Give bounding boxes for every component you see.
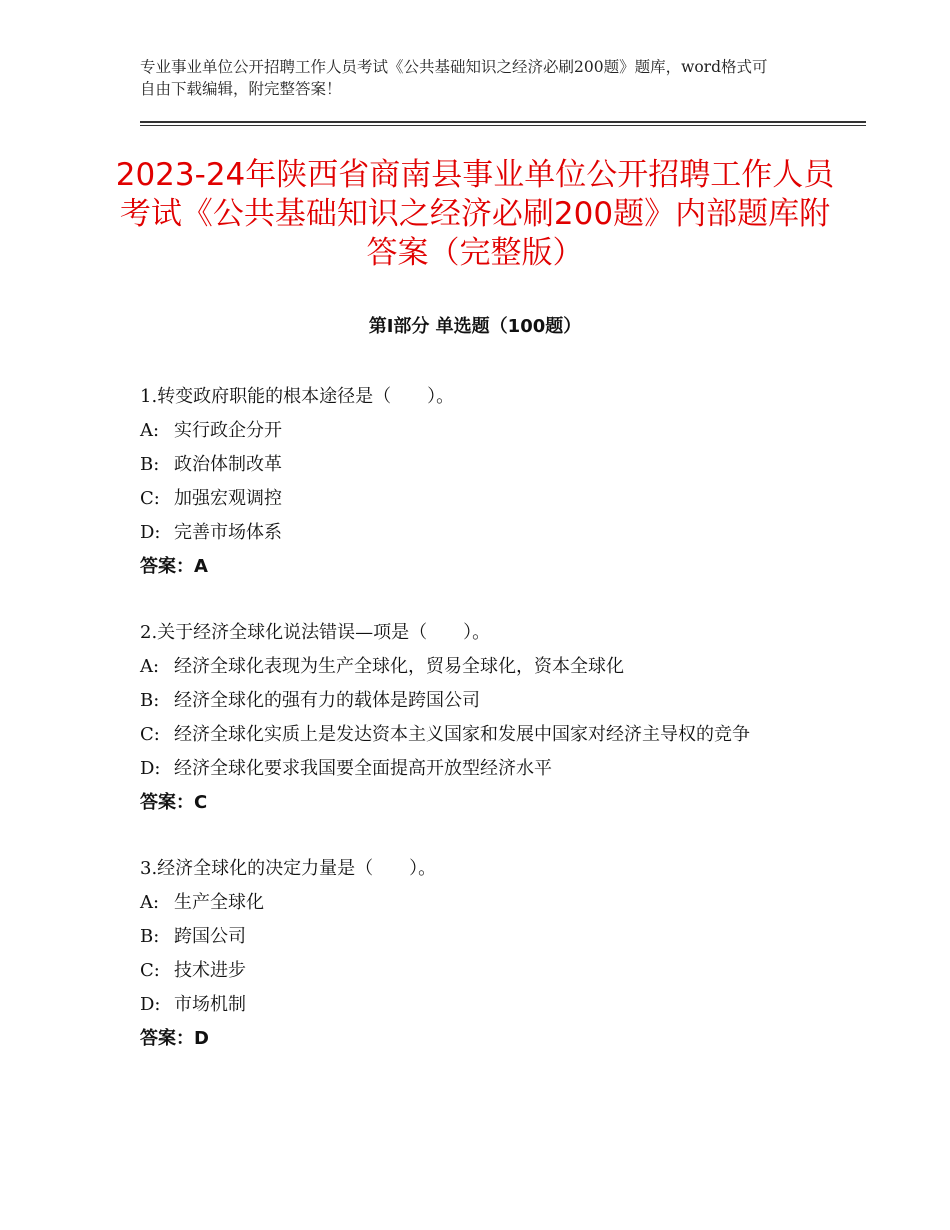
header-rule-thick: [140, 121, 866, 123]
option-text: 技术进步: [174, 960, 246, 981]
option-d: [140, 988, 820, 1022]
option-b: [140, 684, 820, 718]
option-text: 实行政企分开: [174, 420, 282, 441]
option-c: [140, 482, 820, 516]
option-label: B:: [140, 690, 160, 711]
section-title: 第Ⅰ部分 单选题（100题）: [368, 316, 582, 337]
option-label: B:: [140, 926, 160, 947]
option-label: C:: [140, 724, 160, 745]
option-label: C:: [140, 488, 160, 509]
option-d: [140, 516, 820, 550]
option-label: D:: [140, 994, 161, 1015]
question-1: [140, 380, 820, 584]
question-stem: 3.经济全球化的决定力量是（ ）。: [140, 858, 437, 879]
option-d: [140, 752, 820, 786]
header-note: 专业事业单位公开招聘工作人员考试《公共基础知识之经济必刷200题》题库，word格式可自由下载编辑，附完整答案！: [140, 58, 768, 98]
option-label: A:: [140, 892, 160, 913]
option-label: A:: [140, 420, 160, 441]
option-text: 经济全球化要求我国要全面提高开放型经济水平: [174, 758, 552, 779]
question-list: [140, 380, 820, 1088]
option-text: 跨国公司: [174, 926, 246, 947]
option-c: [140, 954, 820, 988]
option-text: 经济全球化的强有力的载体是跨国公司: [174, 690, 480, 711]
header-rule-thin: [140, 125, 866, 126]
question-2: [140, 616, 820, 820]
option-text: 经济全球化实质上是发达资本主义国家和发展中国家对经济主导权的竞争: [174, 724, 750, 745]
option-label: D:: [140, 758, 161, 779]
option-label: A:: [140, 656, 160, 677]
question-3: [140, 852, 820, 1056]
option-c: [140, 718, 820, 752]
option-text: 经济全球化表现为生产全球化，贸易全球化，资本全球化: [174, 656, 624, 677]
option-label: D:: [140, 522, 161, 543]
option-text: 生产全球化: [174, 892, 264, 913]
option-text: 加强宏观调控: [174, 488, 282, 509]
option-text: 政治体制改革: [174, 454, 282, 475]
document-title: 2023-24年陕西省商南县事业单位公开招聘工作人员考试《公共基础知识之经济必刷200题》内部题库附答案（完整版）: [115, 157, 835, 271]
question-stem: 1.转变政府职能的根本途径是（ ）。: [140, 386, 455, 407]
option-text: 完善市场体系: [174, 522, 282, 543]
option-label: C:: [140, 960, 160, 981]
answer-line: 答案：D: [140, 1028, 209, 1049]
option-text: 市场机制: [174, 994, 246, 1015]
option-a: [140, 886, 820, 920]
answer-line: 答案：C: [140, 792, 208, 813]
option-label: B:: [140, 454, 160, 475]
option-b: [140, 448, 820, 482]
question-stem: 2.关于经济全球化说法错误—项是（ ）。: [140, 622, 491, 643]
answer-line: 答案：A: [140, 556, 208, 577]
option-a: [140, 650, 820, 684]
option-b: [140, 920, 820, 954]
option-a: [140, 414, 820, 448]
